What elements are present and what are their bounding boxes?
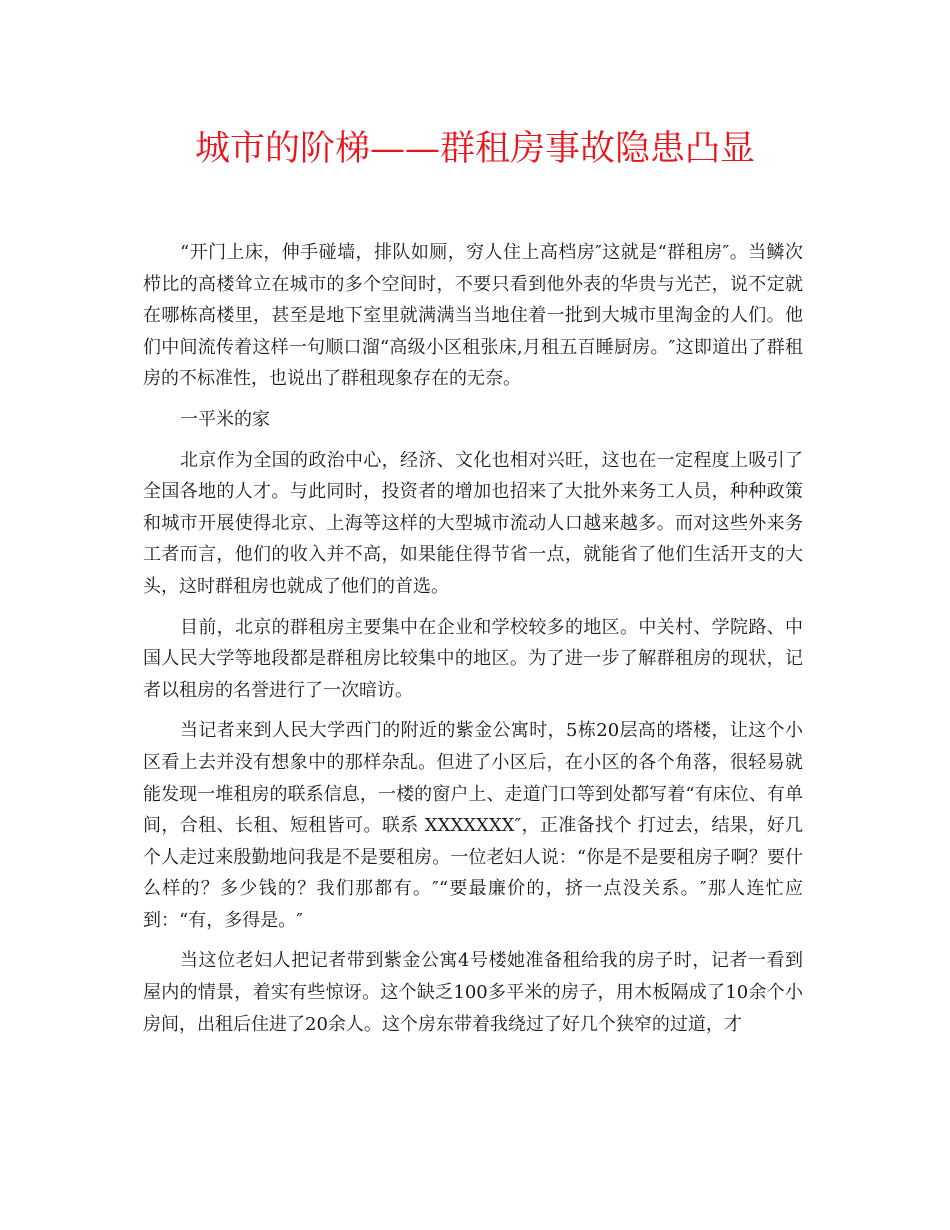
section-heading: 一平米的家 bbox=[180, 408, 270, 430]
paragraph: 当这位老妇人把记者带到紫金公寓4号楼她准备租给我的房子时，记者一看到屋内的情景，着实有些惊讶。这个缺乏100多平米的房子，用木板隔成了10余个小房间，出租后住进了20余人。这个房东带着我绕过了好几个狭窄的过道，才 bbox=[143, 950, 803, 1035]
paragraph: “开门上床，伸手碰墙，排队如厕，穷人住上高档房″这就是“群租房″。当鳞次栉比的高楼耸立在城市的多个空间时，不要只看到他外表的华贵与光芒，说不定就在哪栋高楼里，甚至是地下室里就满满当当地住着一批到大城市里淘金的人们。他们中间流传着这样一句顺口溜“高级小区租张床,月租五百睡厨房。″这即道出了群租房的不标准性，也说出了群租现象存在的无奈。 bbox=[143, 242, 803, 390]
paragraph: 当记者来到人民大学西门的附近的紫金公寓时，5栋20层高的塔楼，让这个小区看上去并没有想象中的那样杂乱。但进了小区后，在小区的各个角落，很轻易就能发现一堆租房的联系信息，一楼的窗户上、走道门口等到处都写着“有床位、有单间，合租、长租、短租皆可。联系 XXXXXXX″，正准备找个 打过去，结果，好几个人走过来殷勤地问我是不是要租房。一位老妇人说：“你是不是要租房子啊？要什么样的？多少钱的？我们那都有。″“要最廉价的，挤一点没关系。″那人连忙应到：“有，多得是。″ bbox=[143, 720, 803, 931]
document-body bbox=[143, 237, 803, 1049]
paragraph: 目前，北京的群租房主要集中在企业和学校较多的地区。中关村、学院路、中国人民大学等地段都是群租房比较集中的地区。为了进一步了解群租房的现状，记者以租房的名誉进行了一次暗访。 bbox=[143, 616, 803, 701]
paragraph: 北京作为全国的政治中心，经济、文化也相对兴旺，这也在一定程度上吸引了全国各地的人才。与此同时，投资者的增加也招来了大批外来务工人员，种种政策和城市开展使得北京、上海等这样的大型城市流动人口越来越多。而对这些外来务工者而言，他们的收入并不高，如果能住得节省一点，就能省了他们生活开支的大头，这时群租房也就成了他们的首选。 bbox=[143, 449, 803, 597]
document-title: 城市的阶梯——群租房事故隐患凸显 bbox=[194, 129, 755, 169]
